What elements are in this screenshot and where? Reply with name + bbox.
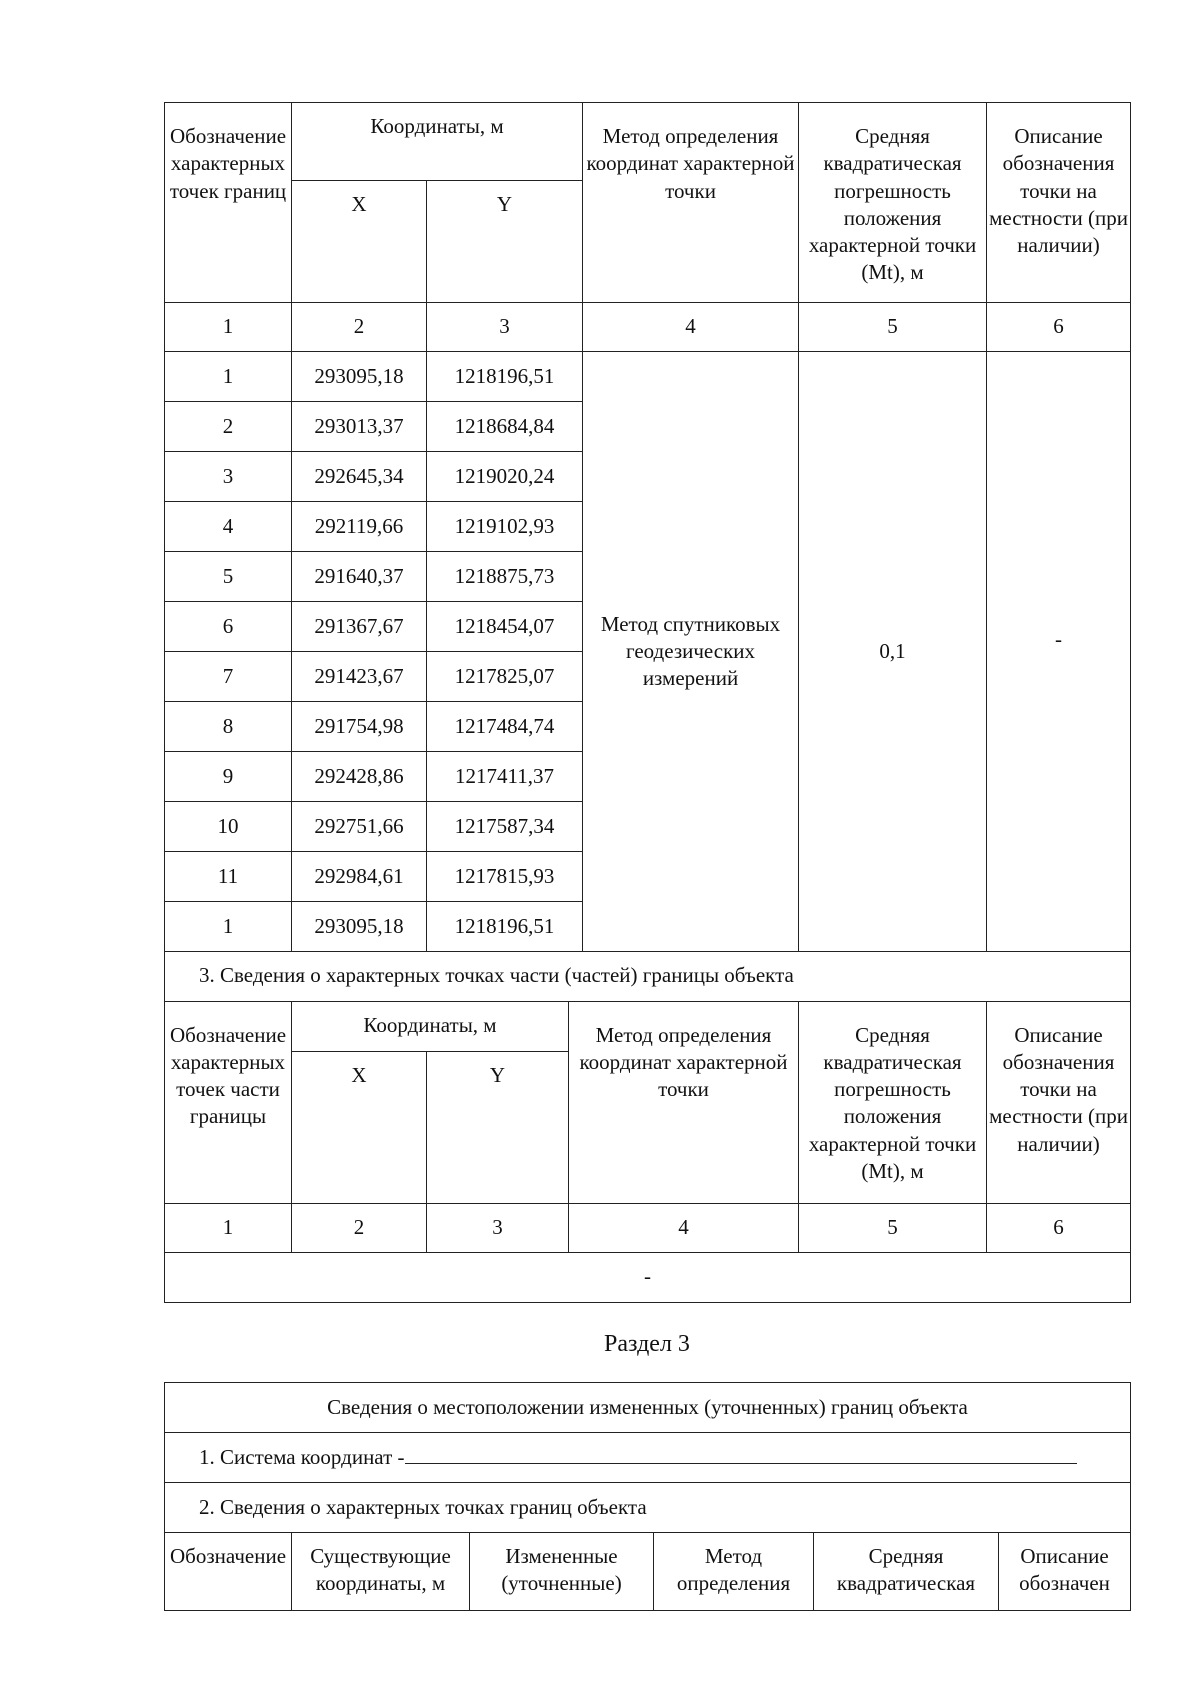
point-number: 9 <box>165 752 292 802</box>
part-boundary-points-table <box>164 951 1131 1303</box>
header-method: Метод определения <box>654 1532 814 1610</box>
point-number: 4 <box>165 502 292 552</box>
col-number: 1 <box>165 303 292 352</box>
col-number: 2 <box>292 303 427 352</box>
point-y: 1219102,93 <box>427 502 583 552</box>
point-number: 6 <box>165 602 292 652</box>
header-designation: Обозначение характерных точек части границы <box>165 1001 292 1203</box>
changed-boundaries-table <box>164 1382 1131 1611</box>
coord-system-label: 1. Система координат - <box>199 1444 405 1469</box>
header-error: Средняя квадратическая погрешность положения характерной точки (Mt), м <box>799 1001 987 1203</box>
point-number: 10 <box>165 802 292 852</box>
point-number: 7 <box>165 652 292 702</box>
col-number: 4 <box>583 303 799 352</box>
point-number: 1 <box>165 902 292 952</box>
header-y: Y <box>427 1051 569 1203</box>
col-number: 3 <box>427 1203 569 1252</box>
point-y: 1217411,37 <box>427 752 583 802</box>
coord-system-row <box>165 1432 1131 1482</box>
method-value: Метод спутниковых геодезических измерений <box>583 352 799 952</box>
header-changed: Измененные (уточненные) <box>470 1532 654 1610</box>
col-number: 1 <box>165 1203 292 1252</box>
blank-line <box>405 1445 1077 1464</box>
point-x: 291423,67 <box>292 652 427 702</box>
point-x: 292645,34 <box>292 452 427 502</box>
header-x: X <box>292 1051 427 1203</box>
changed-boundaries-title: Сведения о местоположении измененных (уточненных) границ объекта <box>165 1382 1131 1432</box>
col-number: 4 <box>569 1203 799 1252</box>
point-x: 292119,66 <box>292 502 427 552</box>
point-y: 1217825,07 <box>427 652 583 702</box>
point-y: 1218196,51 <box>427 902 583 952</box>
point-x: 293095,18 <box>292 902 427 952</box>
col-number: 6 <box>987 303 1131 352</box>
header-description: Описание обозначения точки на местности (при наличии) <box>987 1001 1131 1203</box>
header-existing: Существующие координаты, м <box>292 1532 470 1610</box>
point-y: 1217484,74 <box>427 702 583 752</box>
table-row <box>165 352 1131 402</box>
point-y: 1218684,84 <box>427 402 583 452</box>
header-description: Описание обозначения точки на местности (при наличии) <box>987 103 1131 303</box>
point-x: 293013,37 <box>292 402 427 452</box>
point-number: 2 <box>165 402 292 452</box>
header-y: Y <box>427 181 583 303</box>
document-page <box>164 102 1130 1611</box>
point-number: 5 <box>165 552 292 602</box>
point-x: 291754,98 <box>292 702 427 752</box>
boundary-points-table <box>164 102 1131 952</box>
header-error: Средняя квадратическая <box>814 1532 999 1610</box>
header-method: Метод определения координат характерной точки <box>569 1001 799 1203</box>
point-number: 11 <box>165 852 292 902</box>
point-x: 292984,61 <box>292 852 427 902</box>
error-value: 0,1 <box>799 352 987 952</box>
header-coords: Координаты, м <box>292 1001 569 1051</box>
description-value: - <box>987 352 1131 952</box>
point-number: 8 <box>165 702 292 752</box>
point-y: 1219020,24 <box>427 452 583 502</box>
empty-value: - <box>165 1252 1131 1302</box>
header-designation: Обозначение <box>165 1532 292 1610</box>
point-y: 1218196,51 <box>427 352 583 402</box>
points-caption: 2. Сведения о характерных точках границ объекта <box>165 1482 1131 1532</box>
point-x: 293095,18 <box>292 352 427 402</box>
point-number: 1 <box>165 352 292 402</box>
header-description: Описание обозначен <box>999 1532 1131 1610</box>
point-y: 1217587,34 <box>427 802 583 852</box>
col-number: 2 <box>292 1203 427 1252</box>
point-x: 292428,86 <box>292 752 427 802</box>
point-y: 1218875,73 <box>427 552 583 602</box>
point-x: 291640,37 <box>292 552 427 602</box>
header-designation: Обозначение характерных точек границ <box>165 103 292 303</box>
point-x: 291367,67 <box>292 602 427 652</box>
col-number: 3 <box>427 303 583 352</box>
point-y: 1218454,07 <box>427 602 583 652</box>
header-method: Метод определения координат характерной точки <box>583 103 799 303</box>
header-x: X <box>292 181 427 303</box>
header-coords: Координаты, м <box>292 103 583 181</box>
section-title: Раздел 3 <box>604 1330 690 1357</box>
part-boundary-caption: 3. Сведения о характерных точках части (частей) границы объекта <box>165 951 1131 1001</box>
point-y: 1217815,93 <box>427 852 583 902</box>
col-number: 5 <box>799 303 987 352</box>
point-x: 292751,66 <box>292 802 427 852</box>
header-error: Средняя квадратическая погрешность положения характерной точки (Mt), м <box>799 103 987 303</box>
point-number: 3 <box>165 452 292 502</box>
col-number: 6 <box>987 1203 1131 1252</box>
col-number: 5 <box>799 1203 987 1252</box>
